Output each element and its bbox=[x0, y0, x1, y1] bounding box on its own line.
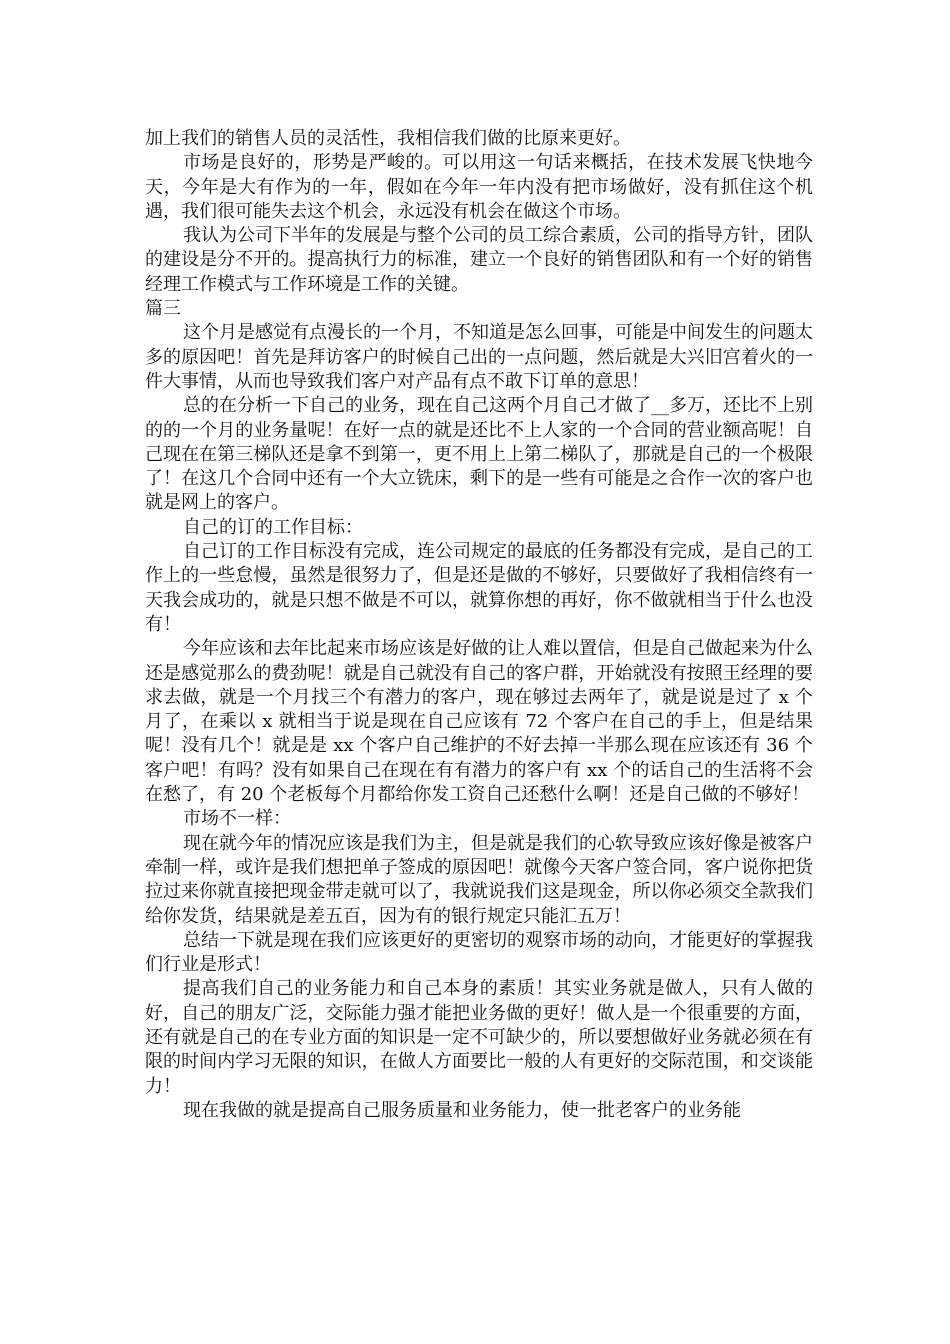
document-page bbox=[145, 127, 813, 1123]
paragraph-2: 市场是良好的，形势是严峻的。可以用这一句话来概括，在技术发展飞快地今天，今年是大有作为的一年，假如在今年一年内没有把市场做好，没有抓住这个机遇，我们很可能失去这个机会，永远没有机会在做这个市场。 bbox=[145, 152, 813, 222]
paragraph-3: 我认为公司下半年的发展是与整个公司的员工综合素质，公司的指导方针，团队的建设是分不开的。提高执行力的标准，建立一个良好的销售团队和有一个好的销售经理工作模式与工作环境是工作的关键。 bbox=[145, 225, 813, 295]
paragraph-13: 现在我做的就是提高自己服务质量和业务能力，使一批老客户的业务能 bbox=[183, 1099, 741, 1121]
paragraph-4: 这个月是感觉有点漫长的一个月，不知道是怎么回事，可能是中间发生的问题太多的原因吧！首先是拜访客户的时候自己出的一点问题，然后就是大兴旧宫着火的一件大事情，从而也导致我们客户对产品有点不敢下订单的意思！ bbox=[145, 322, 813, 392]
paragraph-1: 加上我们的销售人员的灵活性，我相信我们做的比原来更好。 bbox=[145, 128, 631, 149]
section-heading: 篇三 bbox=[145, 298, 181, 320]
paragraph-8: 今年应该和去年比起来市场应该是好做的让人难以置信，但是自己做起来为什么还是感觉那么的费劲呢！就是自己就没有自己的客户群，开始就没有按照王经理的要求去做，就是一个月找三个有潜力的客户，现在够过去两年了，就是说是过了 x 个月了，在乘以 x 就相当于说是现在自己应该有 72 个客户在自己的手上，但是结果呢！没有几个！就是是 xx 个客户自己维护的不好去掉一半那么现在应该还有 36 个客户吧！有吗？没有如果自己在现在有有潜力的客户有 xx 个的话自己的生活将不会在愁了，有 20 个老板每个月都给你发工资自己还愁什么啊！还是自己做的不够好！ bbox=[145, 638, 813, 806]
paragraph-5: 总的在分析一下自己的业务，现在自己这两个月自己才做了__多万，还比不上别的的一个月的业务量呢！在好一点的就是还比不上人家的一个合同的营业额高呢！自己现在在第三梯队还是拿不到第一，更不用上上第二梯队了，那就是自己的一个极限了！在这几个合同中还有一个大立铣床，剩下的是一些有可能是之合作一次的客户也就是网上的客户。 bbox=[145, 395, 813, 514]
paragraph-12: 提高我们自己的业务能力和自己本身的素质！其实业务就是做人，只有人做的好，自己的朋友广泛，交际能力强才能把业务做的更好！做人是一个很重要的方面，还有就是自己的在专业方面的知识是一定不可缺少的，所以要想做好业务就必须在有限的时间内学习无限的知识，在做人方面要比一般的人有更好的交际范围，和交谈能力！ bbox=[145, 978, 813, 1097]
paragraph-6: 自己的订的工作目标： bbox=[183, 516, 363, 538]
paragraph-7: 自己订的工作目标没有完成，连公司规定的最底的任务都没有完成，是自己的工作上的一些怠慢，虽然是很努力了，但是还是做的不够好，只要做好了我相信终有一天我会成功的，就是只想不做是不可以，就算你想的再好，你不做就相当于什么也没有！ bbox=[145, 541, 813, 635]
paragraph-11: 总结一下就是现在我们应该更好的更密切的观察市场的动向，才能更好的掌握我们行业是形式！ bbox=[145, 929, 813, 976]
paragraph-9: 市场不一样： bbox=[183, 808, 291, 830]
paragraph-10: 现在就今年的情况应该是我们为主，但是就是我们的心软导致应该好像是被客户牵制一样，或许是我们想把单子签成的原因吧！就像今天客户签合同，客户说你把货拉过来你就直接把现金带走就可以了，我就说我们这是现金，所以你必须交全款我们给你发货，结果就是差五百，因为有的银行规定只能汇五万！ bbox=[145, 832, 813, 927]
